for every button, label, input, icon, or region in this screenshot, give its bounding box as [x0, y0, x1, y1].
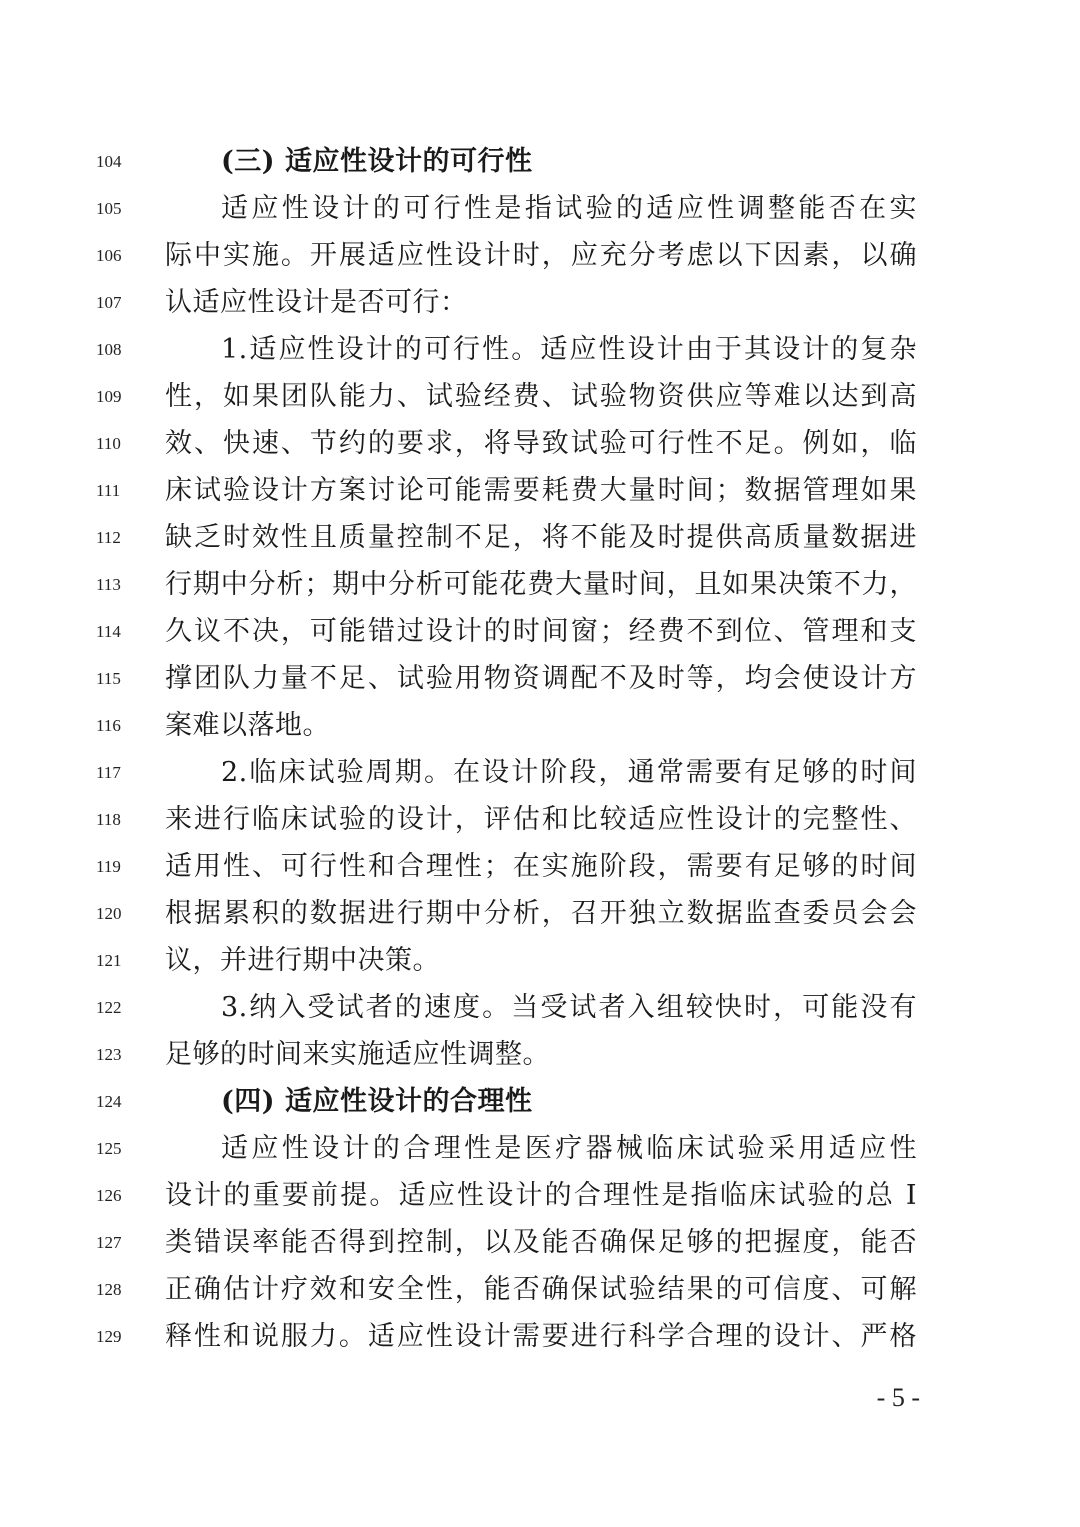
line-116 — [0, 706, 1080, 753]
line-111 — [0, 471, 1080, 518]
line-number: 112 — [96, 528, 121, 547]
line-number: 114 — [96, 622, 121, 641]
paragraph-text: 正确估计疗效和安全性，能否确保试验结果的可信度、可解 — [165, 1274, 917, 1305]
line-number: 105 — [96, 199, 122, 218]
line-number: 110 — [96, 434, 121, 453]
paragraph-text: 释性和说服力。适应性设计需要进行科学合理的设计、严格 — [165, 1321, 917, 1352]
line-122 — [0, 988, 1080, 1035]
line-128 — [0, 1270, 1080, 1317]
line-number: 126 — [96, 1186, 122, 1205]
line-number: 108 — [96, 340, 122, 359]
line-125 — [0, 1129, 1080, 1176]
paragraph-text: 案难以落地。 — [165, 710, 330, 741]
line-105 — [0, 189, 1080, 236]
line-109 — [0, 377, 1080, 424]
line-117 — [0, 753, 1080, 800]
paragraph-text: 缺乏时效性且质量控制不足，将不能及时提供高质量数据进 — [165, 522, 917, 553]
line-number: 124 — [96, 1092, 122, 1111]
line-118 — [0, 800, 1080, 847]
paragraph-text: 3.纳入受试者的速度。当受试者入组较快时，可能没有 — [221, 992, 917, 1023]
line-number: 113 — [96, 575, 121, 594]
paragraph-text: 2.临床试验周期。在设计阶段，通常需要有足够的时间 — [221, 757, 917, 788]
paragraph-text: 性，如果团队能力、试验经费、试验物资供应等难以达到高 — [165, 381, 917, 412]
line-123 — [0, 1035, 1080, 1082]
paragraph-text: 足够的时间来实施适应性调整。 — [165, 1039, 550, 1070]
line-number: 128 — [96, 1280, 122, 1299]
paragraph-text: 撑团队力量不足、试验用物资调配不及时等，均会使设计方 — [165, 663, 917, 694]
line-number: 111 — [96, 481, 121, 500]
line-127 — [0, 1223, 1080, 1270]
line-124 — [0, 1082, 1080, 1129]
paragraph-text: 久议不决，可能错过设计的时间窗；经费不到位、管理和支 — [165, 616, 917, 647]
line-110 — [0, 424, 1080, 471]
page-number: - 5 - — [876, 1383, 920, 1412]
paragraph-text: 设计的重要前提。适应性设计的合理性是指临床试验的总 I — [165, 1180, 917, 1211]
line-114 — [0, 612, 1080, 659]
line-120 — [0, 894, 1080, 941]
line-126 — [0, 1176, 1080, 1223]
paragraph-text: 行期中分析；期中分析可能花费大量时间，且如果决策不力， — [165, 569, 917, 600]
line-119 — [0, 847, 1080, 894]
line-number: 129 — [96, 1327, 122, 1346]
line-104 — [0, 142, 1080, 189]
line-number: 116 — [96, 716, 121, 735]
line-number: 117 — [96, 763, 121, 782]
paragraph-text: 效、快速、节约的要求，将导致试验可行性不足。例如，临 — [165, 428, 917, 459]
line-106 — [0, 236, 1080, 283]
paragraph-text: 际中实施。开展适应性设计时，应充分考虑以下因素，以确 — [165, 240, 917, 271]
paragraph-text: 适应性设计的合理性是医疗器械临床试验采用适应性 — [221, 1133, 917, 1164]
paragraph-text: 床试验设计方案讨论可能需要耗费大量时间；数据管理如果 — [165, 475, 917, 506]
line-129 — [0, 1317, 1080, 1364]
line-number: 118 — [96, 810, 121, 829]
line-121 — [0, 941, 1080, 988]
paragraph-text: 根据累积的数据进行期中分析，召开独立数据监查委员会会 — [165, 898, 917, 929]
line-115 — [0, 659, 1080, 706]
paragraph-text: 适应性设计的可行性是指试验的适应性调整能否在实 — [221, 193, 917, 224]
paragraph-text: 来进行临床试验的设计，评估和比较适应性设计的完整性、 — [165, 804, 917, 835]
line-112 — [0, 518, 1080, 565]
paragraph-text: 议，并进行期中决策。 — [165, 945, 440, 976]
line-number: 127 — [96, 1233, 122, 1252]
line-number: 122 — [96, 998, 122, 1017]
paragraph-text: 认适应性设计是否可行： — [165, 287, 468, 318]
paragraph-text: 类错误率能否得到控制，以及能否确保足够的把握度，能否 — [165, 1227, 917, 1258]
line-107 — [0, 283, 1080, 330]
paragraph-text: 1.适应性设计的可行性。适应性设计由于其设计的复杂 — [221, 334, 917, 365]
line-number: 104 — [96, 152, 122, 171]
line-number: 119 — [96, 857, 121, 876]
section-heading: (三) 适应性设计的可行性 — [221, 146, 533, 177]
line-108 — [0, 330, 1080, 377]
line-number: 125 — [96, 1139, 122, 1158]
line-113 — [0, 565, 1080, 612]
line-number: 115 — [96, 669, 121, 688]
line-number: 123 — [96, 1045, 122, 1064]
line-number: 120 — [96, 904, 122, 923]
paragraph-text: 适用性、可行性和合理性；在实施阶段，需要有足够的时间 — [165, 851, 917, 882]
line-number: 106 — [96, 246, 122, 265]
section-heading: (四) 适应性设计的合理性 — [221, 1086, 533, 1117]
line-number: 107 — [96, 293, 122, 312]
line-number: 121 — [96, 951, 122, 970]
line-number: 109 — [96, 387, 122, 406]
